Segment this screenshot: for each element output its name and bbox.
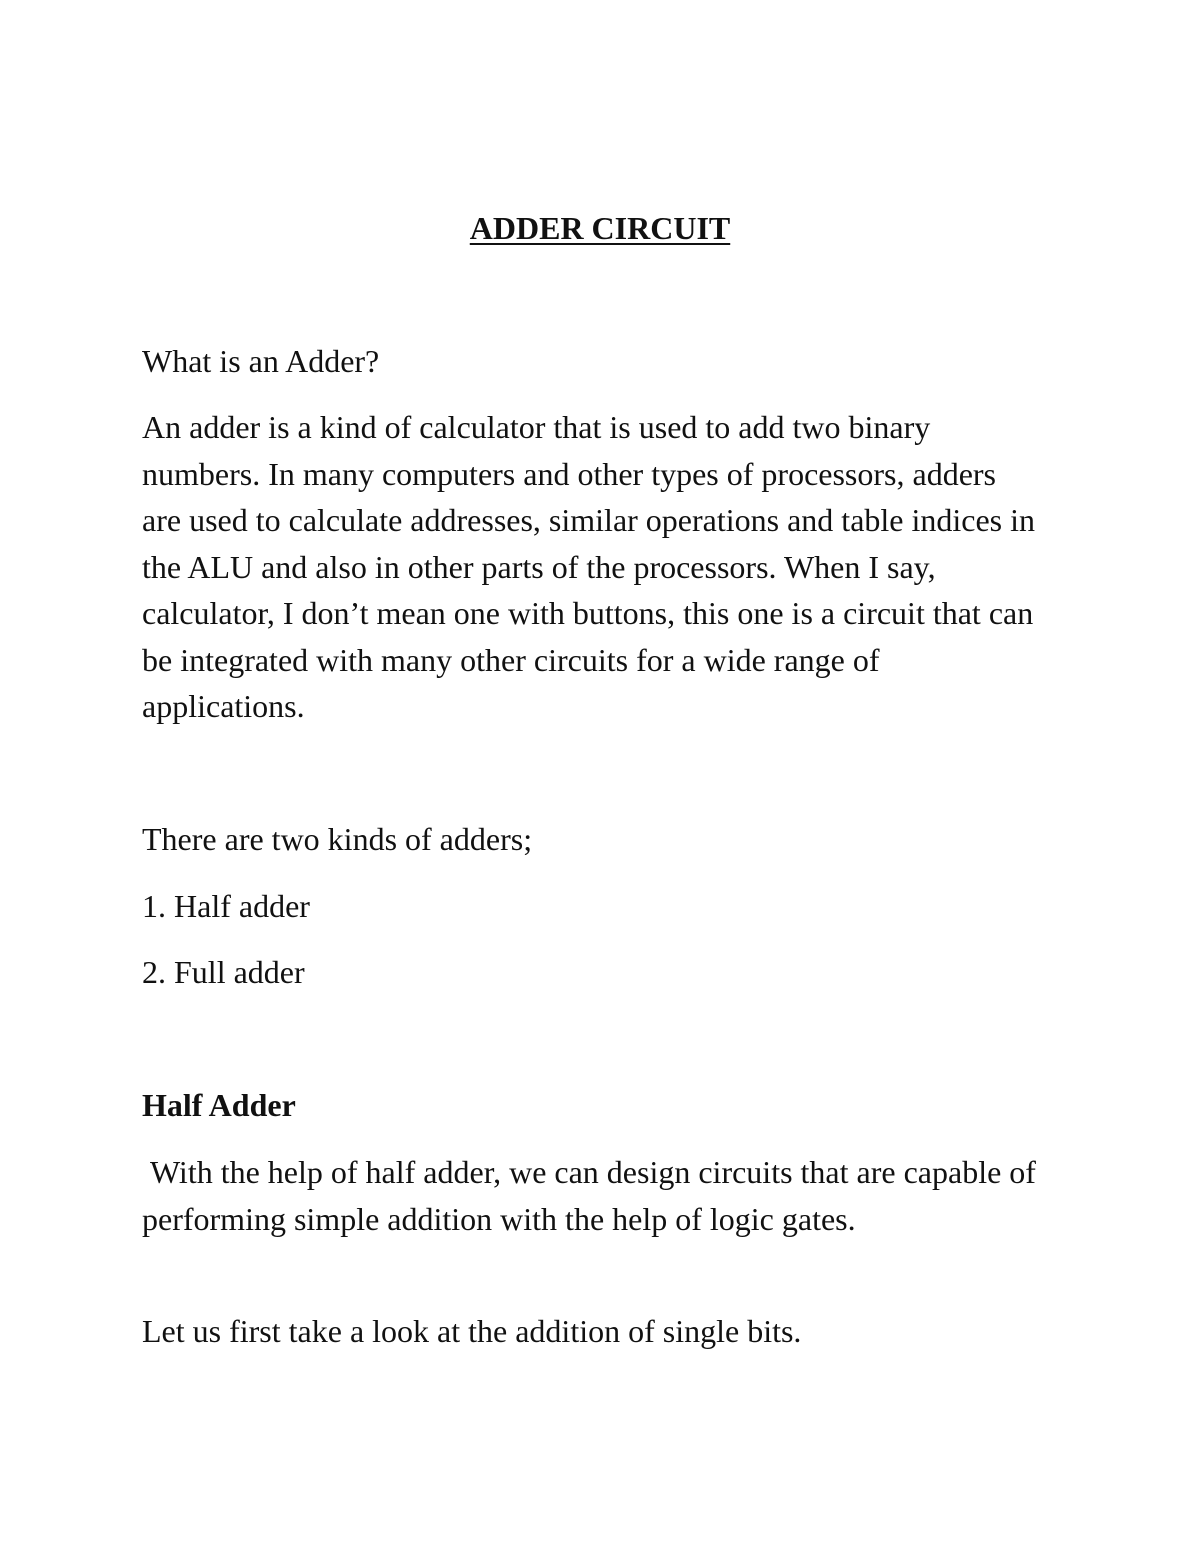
half-adder-heading: Half Adder [142,1087,296,1123]
intro-paragraph: An adder is a kind of calculator that is used to add two binary numbers. In many computers and other types of processors, adders are used to calculate addresses, similar operations and table indices in the ALU and also in other parts of the processors. When I say, calculator, I don’t mean one with buttons, this one is a circuit that can be integrated with many other circuits for a wide range of applications. [142,409,1036,724]
list-item-half-adder: 1. Half adder [142,888,310,924]
question-line: What is an Adder? [142,343,380,379]
half-adder-description: With the help of half adder, we can design circuits that are capable of performing simple addition with the help of logic gates. [142,1154,1044,1237]
closing-paragraph: Let us first take a look at the addition of single bits. [142,1313,802,1349]
kinds-intro: There are two kinds of adders; [142,821,533,857]
list-item-full-adder: 2. Full adder [142,954,305,990]
page-title: ADDER CIRCUIT [469,210,731,246]
